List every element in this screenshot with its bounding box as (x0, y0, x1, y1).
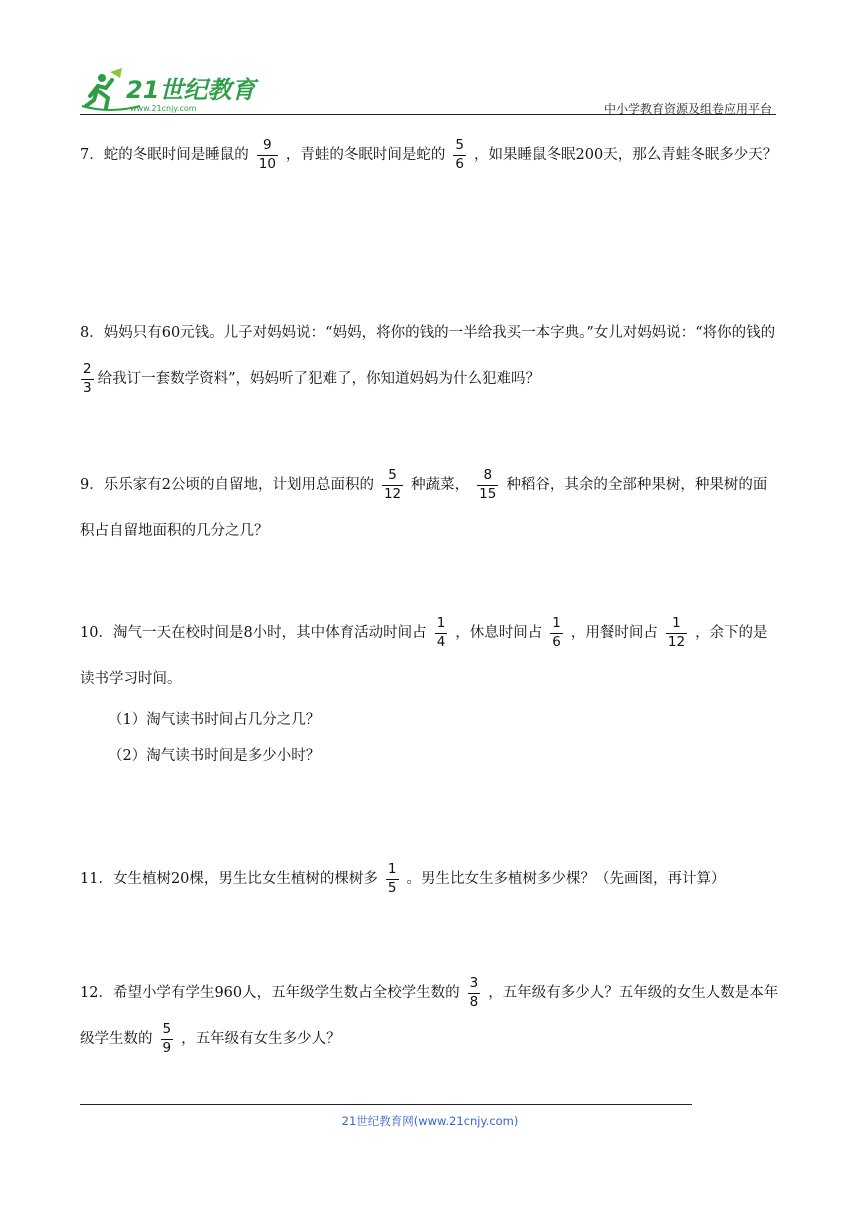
q12-text-2: ，五年级有多少人？五年级的女生人数是本年级学生数的 (80, 985, 779, 1047)
logo-text: 21世纪教育 (126, 76, 256, 104)
q8-text-1: 8．妈妈只有60元钱。儿子对妈妈说：“妈妈，将你的钱的一半给我买一本字典。”女儿对妈妈说：“将你的钱的 (80, 325, 776, 341)
fraction-1-12: $\frac{1}{12}$ (667, 615, 686, 650)
q10-subquestion-2: （2）淘气读书时间是多少小时？ (108, 748, 321, 764)
q10-text-4: ，余下的是读书学习时间。 (80, 625, 768, 687)
fraction-8-15: $\frac{8}{15}$ (479, 467, 497, 502)
platform-name: 中小学教育资源及组卷应用平台 (603, 102, 772, 116)
question-7 (80, 132, 780, 178)
fraction-5-12: $\frac{5}{12}$ (383, 467, 402, 502)
q7-text-1: 7．蛇的冬眠时间是睡鼠的 (80, 147, 249, 163)
q9-text-1: 9．乐乐家有2公顷的自留地，计划用总面积的 (80, 477, 374, 493)
q10-text-2: ，休息时间占 (455, 625, 543, 641)
q7-text-3: ，如果睡鼠冬眠200天，那么青蛙冬眠多少天？ (474, 147, 778, 163)
fraction-5-9: $\frac{5}{9}$ (162, 1021, 172, 1056)
q11-text-1: 11．女生植树20棵，男生比女生植树的棵树多 (80, 871, 378, 887)
site-logo (80, 66, 260, 114)
q12-text-1: 12．希望小学有学生960人，五年级学生数占全校学生数的 (80, 985, 460, 1001)
header-divider (80, 114, 776, 115)
fraction-9-10: $\frac{9}{10}$ (258, 137, 276, 172)
footer-divider (80, 1104, 692, 1105)
fraction-5-6: $\frac{5}{6}$ (455, 137, 465, 172)
logo-url: www.21cnjy.com (130, 104, 197, 113)
fraction-2-3: $\frac{2}{3}$ (83, 361, 92, 396)
question-12 (80, 970, 780, 1062)
fraction-1-5: $\frac{1}{5}$ (387, 861, 397, 896)
footer-link[interactable]: 21世纪教育网(www.21cnjy.com) (341, 1114, 519, 1128)
question-9 (80, 462, 780, 554)
fraction-1-4: $\frac{1}{4}$ (436, 615, 446, 650)
q7-text-2: ，青蛙的冬眠时间是蛇的 (285, 147, 446, 163)
question-11 (80, 856, 780, 902)
q12-text-3: ，五年级有女生多少人？ (181, 1031, 341, 1047)
question-10 (80, 610, 780, 774)
q10-subquestion-1: （1）淘气读书时间占几分之几？ (108, 712, 321, 728)
q10-text-3: ，用餐时间占 (570, 625, 658, 641)
question-8 (80, 310, 780, 402)
q11-text-2: 。男生比女生多植树多少棵？（先画图，再计算） (406, 871, 726, 887)
q10-text-1: 10．淘气一天在校时间是8小时，其中体育活动时间占 (80, 625, 427, 641)
q9-text-2: 种蔬菜， (411, 477, 470, 493)
q9-text-3: 种稻谷，其余的全部种果树，种果树的面积占自留地面积的几分之几？ (80, 477, 768, 539)
q8-text-2: 给我订一套数学资料”，妈妈听了犯难了，你知道妈妈为什么犯难吗？ (97, 371, 541, 387)
fraction-3-8: $\frac{3}{8}$ (469, 975, 479, 1010)
fraction-1-6: $\frac{1}{6}$ (552, 615, 561, 650)
